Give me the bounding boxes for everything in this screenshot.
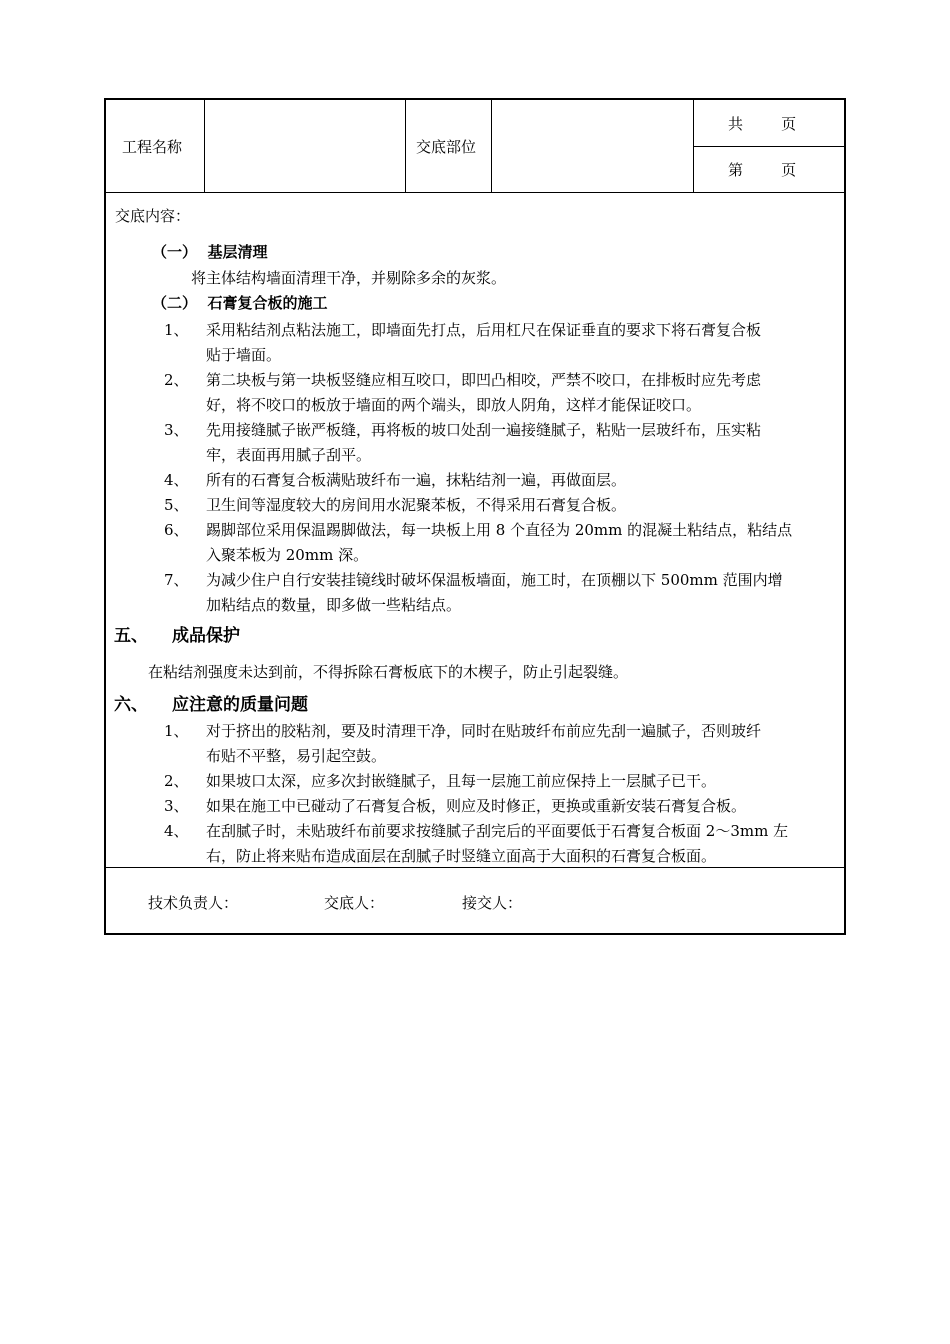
s2-item-num: 5、 — [164, 496, 189, 514]
grid-line — [106, 192, 846, 193]
location-label: 交底部位 — [416, 138, 477, 156]
project-name-label: 工程名称 — [122, 138, 183, 156]
s2-item-num: 3、 — [164, 421, 189, 439]
section6-num: 六、 — [114, 695, 148, 715]
total-pages: 共 页 — [728, 115, 797, 133]
page-number: 第 页 — [728, 161, 797, 179]
s2-item-line: 加粘结点的数量，即多做一些粘结点。 — [206, 596, 462, 614]
s2-item-line: 所有的石膏复合板满贴玻纤布一遍，抹粘结剂一遍，再做面层。 — [206, 471, 627, 489]
s2-item-line: 第二块板与第一块板竖缝应相互咬口，即凹凸相咬，严禁不咬口，在排板时应先考虑 — [206, 371, 762, 389]
s2-item-num: 7、 — [164, 571, 189, 589]
section5-text: 在粘结剂强度未达到前，不得拆除石膏板底下的木楔子，防止引起裂缝。 — [148, 663, 629, 681]
s6-item-num: 3、 — [164, 797, 189, 815]
s6-item-line: 对于挤出的胶粘剂，要及时清理干净，同时在贴玻纤布前应先刮一遍腻子，否则玻纤 — [206, 722, 762, 740]
s2-item-line: 牢，表面再用腻子刮平。 — [206, 446, 372, 464]
discloser-label: 交底人： — [324, 894, 385, 912]
s2-item-line: 入聚苯板为 20mm 深。 — [206, 546, 369, 564]
grid-line — [491, 100, 492, 193]
section5-title: 成品保护 — [172, 626, 240, 646]
s6-item-line: 在刮腻子时，未贴玻纤布前要求按缝腻子刮完后的平面要低于石膏复合板面 2～3mm 左 — [206, 822, 789, 840]
section6-title: 应注意的质量问题 — [172, 695, 308, 715]
s6-item-line: 右，防止将来贴布造成面层在刮腻子时竖缝立面高于大面积的石膏复合板面。 — [206, 847, 717, 865]
s6-item-num: 4、 — [164, 822, 189, 840]
s2-item-num: 1、 — [164, 321, 189, 339]
receiver-label: 接交人： — [462, 894, 523, 912]
tech-lead-label: 技术负责人： — [148, 894, 239, 912]
s6-item-line: 布贴不平整，易引起空鼓。 — [206, 747, 387, 765]
s2-item-line: 采用粘结剂点粘法施工，即墙面先打点，后用杠尺在保证垂直的要求下将石膏复合板 — [206, 321, 762, 339]
s2-item-num: 2、 — [164, 371, 189, 389]
s2-item-line: 好，将不咬口的板放于墙面的两个端头，即放人阴角，这样才能保证咬口。 — [206, 396, 702, 414]
s2-item-line: 踢脚部位采用保温踢脚做法，每一块板上用 8 个直径为 20mm 的混凝土粘结点，粘结点 — [206, 521, 793, 539]
s2-item-num: 4、 — [164, 471, 189, 489]
disclosure-form — [104, 98, 846, 935]
s6-item-line: 如果坡口太深，应多次封嵌缝腻子，且每一层施工前应保持上一层腻子已干。 — [206, 772, 717, 790]
section2-title: （二） 石膏复合板的施工 — [152, 294, 328, 312]
s2-item-line: 贴于墙面。 — [206, 346, 282, 364]
grid-line — [405, 100, 406, 193]
grid-line — [204, 100, 205, 193]
s2-item-line: 先用接缝腻子嵌严板缝，再将板的坡口处刮一遍接缝腻子，粘贴一层玻纤布，压实粘 — [206, 421, 762, 439]
s2-item-num: 6、 — [164, 521, 189, 539]
s2-item-line: 为减少住户自行安装挂镜线时破坏保温板墙面，施工时，在顶棚以下 500mm 范围内增 — [206, 571, 783, 589]
section5-num: 五、 — [114, 626, 148, 646]
section1-text: 将主体结构墙面清理干净，并剔除多余的灰浆。 — [191, 269, 507, 287]
s2-item-line: 卫生间等湿度较大的房间用水泥聚苯板，不得采用石膏复合板。 — [206, 496, 627, 514]
grid-line — [106, 867, 846, 868]
s6-item-num: 1、 — [164, 722, 189, 740]
grid-line — [693, 146, 846, 147]
s6-item-line: 如果在施工中已碰动了石膏复合板，则应及时修正，更换或重新安装石膏复合板。 — [206, 797, 747, 815]
section1-title: （一） 基层清理 — [152, 243, 268, 261]
content-label: 交底内容： — [115, 207, 191, 225]
s6-item-num: 2、 — [164, 772, 189, 790]
